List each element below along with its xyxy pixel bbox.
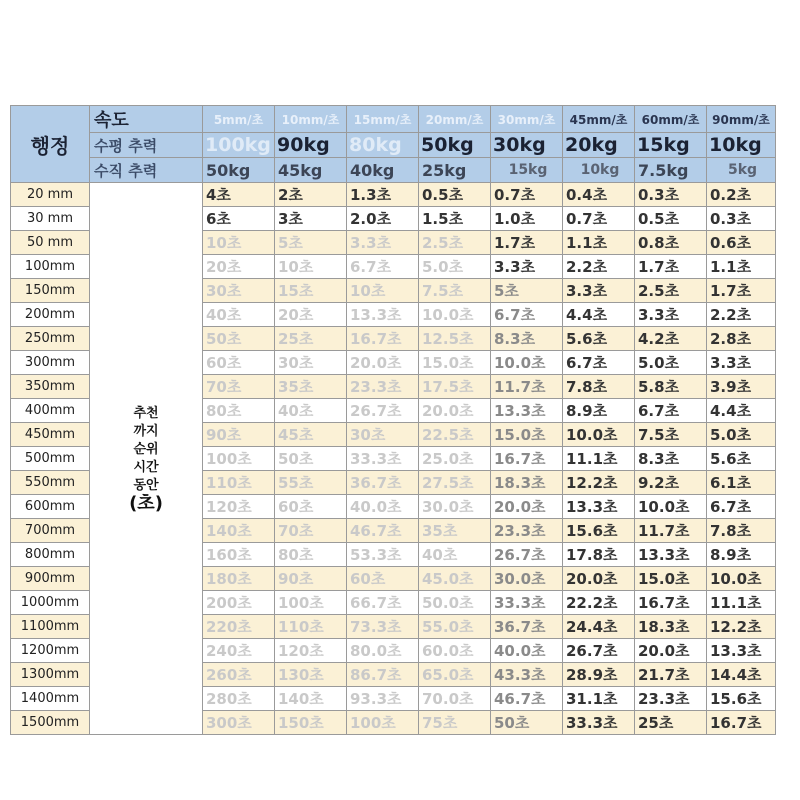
time-value-cell: 4.4초: [563, 303, 635, 327]
stroke-cell: 1300mm: [11, 663, 90, 687]
time-value-cell: 26.7초: [491, 543, 563, 567]
time-value-cell: 300초: [203, 711, 275, 735]
table-row: [11, 183, 776, 207]
time-value-cell: 150초: [275, 711, 347, 735]
time-value-cell: 80초: [275, 543, 347, 567]
time-value-cell: 55.0초: [419, 615, 491, 639]
time-value-cell: 55초: [275, 471, 347, 495]
time-value-cell: 30.0초: [491, 567, 563, 591]
time-label-line: 순위: [133, 441, 159, 457]
time-value-cell: 20.0초: [491, 495, 563, 519]
time-value-cell: 1.1초: [707, 255, 776, 279]
time-value-cell: 10.0초: [419, 303, 491, 327]
time-value-cell: 50초: [491, 711, 563, 735]
time-value-cell: 46.7초: [347, 519, 419, 543]
stroke-cell: 250mm: [11, 327, 90, 351]
vertical-thrust-header: 수직 추력: [90, 158, 203, 183]
time-value-cell: 16.7초: [491, 447, 563, 471]
time-value-cell: 10초: [203, 231, 275, 255]
time-value-cell: 16.7초: [347, 327, 419, 351]
time-value-cell: 0.4초: [563, 183, 635, 207]
time-value-cell: 120초: [275, 639, 347, 663]
time-value-cell: 10초: [347, 279, 419, 303]
time-value-cell: 7.5초: [635, 423, 707, 447]
time-value-cell: 20.0초: [635, 639, 707, 663]
stroke-header: 행정: [11, 106, 90, 183]
speed-cell: 45mm/초: [563, 106, 635, 133]
stroke-cell: 1000mm: [11, 591, 90, 615]
horizontal-thrust-cell: 20kg: [563, 133, 635, 158]
vertical-thrust-cell: 15kg: [491, 158, 563, 183]
time-value-cell: 140초: [203, 519, 275, 543]
time-value-cell: 2.8초: [707, 327, 776, 351]
stroke-cell: 600mm: [11, 495, 90, 519]
horizontal-thrust-cell: 10kg: [707, 133, 776, 158]
time-value-cell: 26.7초: [347, 399, 419, 423]
horizontal-thrust-cell: 80kg: [347, 133, 419, 158]
time-value-cell: 20.0초: [347, 351, 419, 375]
time-value-cell: 25초: [635, 711, 707, 735]
time-value-cell: 100초: [203, 447, 275, 471]
time-value-cell: 130초: [275, 663, 347, 687]
time-value-cell: 45초: [275, 423, 347, 447]
stroke-cell: 800mm: [11, 543, 90, 567]
time-value-cell: 8.3초: [491, 327, 563, 351]
time-value-cell: 50초: [203, 327, 275, 351]
time-value-cell: 1.5초: [419, 207, 491, 231]
stroke-cell: 1100mm: [11, 615, 90, 639]
time-value-cell: 0.7초: [563, 207, 635, 231]
horizontal-thrust-cell: 30kg: [491, 133, 563, 158]
time-value-cell: 46.7초: [491, 687, 563, 711]
time-value-cell: 10.0초: [491, 351, 563, 375]
time-value-cell: 0.7초: [491, 183, 563, 207]
time-value-cell: 2.5초: [635, 279, 707, 303]
time-value-cell: 30초: [347, 423, 419, 447]
speed-cell: 20mm/초: [419, 106, 491, 133]
speed-cell: 15mm/초: [347, 106, 419, 133]
stroke-cell: 350mm: [11, 375, 90, 399]
time-value-cell: 260초: [203, 663, 275, 687]
time-value-cell: 15.0초: [635, 567, 707, 591]
time-value-cell: 1.3초: [347, 183, 419, 207]
stroke-cell: 300mm: [11, 351, 90, 375]
time-value-cell: 3.3초: [491, 255, 563, 279]
time-value-cell: 90초: [203, 423, 275, 447]
time-value-cell: 22.5초: [419, 423, 491, 447]
time-value-cell: 40초: [203, 303, 275, 327]
time-value-cell: 200초: [203, 591, 275, 615]
time-value-cell: 86.7초: [347, 663, 419, 687]
time-value-cell: 53.3초: [347, 543, 419, 567]
speed-cell: 30mm/초: [491, 106, 563, 133]
time-value-cell: 8.9초: [563, 399, 635, 423]
time-value-cell: 35초: [419, 519, 491, 543]
time-value-cell: 20.0초: [563, 567, 635, 591]
horizontal-thrust-cell: 50kg: [419, 133, 491, 158]
time-value-cell: 3.3초: [635, 303, 707, 327]
time-value-cell: 13.3초: [347, 303, 419, 327]
horizontal-thrust-cell: 15kg: [635, 133, 707, 158]
time-value-cell: 60초: [347, 567, 419, 591]
time-value-cell: 70초: [275, 519, 347, 543]
time-value-cell: 93.3초: [347, 687, 419, 711]
time-value-cell: 30초: [203, 279, 275, 303]
stroke-cell: 200mm: [11, 303, 90, 327]
time-value-cell: 40초: [419, 543, 491, 567]
time-value-cell: 0.2초: [707, 183, 776, 207]
time-label-line: 시간: [133, 459, 159, 475]
time-value-cell: 1.7초: [635, 255, 707, 279]
time-value-cell: 15.0초: [491, 423, 563, 447]
time-value-cell: 65.0초: [419, 663, 491, 687]
time-value-cell: 5초: [491, 279, 563, 303]
time-label-line: 추천: [133, 405, 159, 421]
time-value-cell: 110초: [203, 471, 275, 495]
time-value-cell: 12.2초: [707, 615, 776, 639]
time-value-cell: 21.7초: [635, 663, 707, 687]
vertical-thrust-cell: 10kg: [563, 158, 635, 183]
time-value-cell: 35초: [275, 375, 347, 399]
stroke-cell: 900mm: [11, 567, 90, 591]
time-value-cell: 280초: [203, 687, 275, 711]
time-value-cell: 23.3초: [347, 375, 419, 399]
time-value-cell: 18.3초: [491, 471, 563, 495]
stroke-cell: 450mm: [11, 423, 90, 447]
time-value-cell: 1.0초: [491, 207, 563, 231]
time-value-cell: 120초: [203, 495, 275, 519]
time-value-cell: 13.3초: [563, 495, 635, 519]
time-value-cell: 140초: [275, 687, 347, 711]
time-value-cell: 24.4초: [563, 615, 635, 639]
time-value-cell: 11.7초: [491, 375, 563, 399]
time-value-cell: 5.0초: [419, 255, 491, 279]
speed-cell: 90mm/초: [707, 106, 776, 133]
time-value-cell: 25초: [275, 327, 347, 351]
stroke-cell: 30 mm: [11, 207, 90, 231]
stroke-time-table: [10, 105, 776, 735]
time-value-cell: 2초: [275, 183, 347, 207]
time-value-cell: 13.3초: [707, 639, 776, 663]
time-value-cell: 5.0초: [707, 423, 776, 447]
time-value-cell: 15초: [275, 279, 347, 303]
horizontal-thrust-cell: 100kg: [203, 133, 275, 158]
time-value-cell: 100초: [275, 591, 347, 615]
time-value-cell: 17.5초: [419, 375, 491, 399]
time-value-cell: 6초: [203, 207, 275, 231]
time-value-cell: 15.6초: [563, 519, 635, 543]
stroke-cell: 400mm: [11, 399, 90, 423]
time-value-cell: 15.6초: [707, 687, 776, 711]
time-value-cell: 5.0초: [635, 351, 707, 375]
stroke-cell: 500mm: [11, 447, 90, 471]
time-value-cell: 10.0초: [707, 567, 776, 591]
time-value-cell: 9.2초: [635, 471, 707, 495]
time-value-cell: 50초: [275, 447, 347, 471]
time-value-cell: 5초: [275, 231, 347, 255]
stroke-cell: 150mm: [11, 279, 90, 303]
time-value-cell: 23.3초: [491, 519, 563, 543]
speed-cell: 5mm/초: [203, 106, 275, 133]
time-value-cell: 8.9초: [707, 543, 776, 567]
time-value-cell: 40.0초: [347, 495, 419, 519]
stroke-cell: 1400mm: [11, 687, 90, 711]
time-value-cell: 73.3초: [347, 615, 419, 639]
time-value-cell: 0.3초: [635, 183, 707, 207]
time-value-cell: 11.7초: [635, 519, 707, 543]
time-value-cell: 3.9초: [707, 375, 776, 399]
stroke-cell: 700mm: [11, 519, 90, 543]
time-value-cell: 2.5초: [419, 231, 491, 255]
time-value-cell: 80초: [203, 399, 275, 423]
time-value-cell: 240초: [203, 639, 275, 663]
time-value-cell: 23.3초: [635, 687, 707, 711]
speed-header: 속도: [90, 106, 203, 133]
time-label-line: 까지: [133, 423, 159, 439]
time-value-cell: 60초: [203, 351, 275, 375]
time-value-cell: 16.7초: [635, 591, 707, 615]
time-value-cell: 11.1초: [563, 447, 635, 471]
time-value-cell: 50.0초: [419, 591, 491, 615]
time-value-cell: 33.3초: [563, 711, 635, 735]
time-value-cell: 3.3초: [563, 279, 635, 303]
time-value-cell: 30초: [275, 351, 347, 375]
time-value-cell: 0.3초: [707, 207, 776, 231]
time-value-cell: 43.3초: [491, 663, 563, 687]
time-value-cell: 160초: [203, 543, 275, 567]
time-value-cell: 40.0초: [491, 639, 563, 663]
stroke-cell: 1500mm: [11, 711, 90, 735]
time-label-line: 동안: [133, 477, 159, 493]
time-value-cell: 100초: [347, 711, 419, 735]
time-value-cell: 15.0초: [419, 351, 491, 375]
time-value-cell: 22.2초: [563, 591, 635, 615]
time-value-cell: 1.7초: [491, 231, 563, 255]
time-value-cell: 26.7초: [563, 639, 635, 663]
time-value-cell: 12.2초: [563, 471, 635, 495]
time-value-cell: 12.5초: [419, 327, 491, 351]
time-value-cell: 45.0초: [419, 567, 491, 591]
vertical-thrust-cell: 45kg: [275, 158, 347, 183]
time-value-cell: 20초: [275, 303, 347, 327]
time-value-cell: 10초: [275, 255, 347, 279]
vertical-thrust-cell: 40kg: [347, 158, 419, 183]
time-label: [90, 183, 203, 735]
time-value-cell: 66.7초: [347, 591, 419, 615]
time-value-cell: 90초: [275, 567, 347, 591]
time-value-cell: 20초: [203, 255, 275, 279]
time-value-cell: 0.6초: [707, 231, 776, 255]
time-value-cell: 13.3초: [491, 399, 563, 423]
time-value-cell: 110초: [275, 615, 347, 639]
time-value-cell: 28.9초: [563, 663, 635, 687]
time-value-cell: 14.4초: [707, 663, 776, 687]
horizontal-thrust-cell: 90kg: [275, 133, 347, 158]
time-value-cell: 30.0초: [419, 495, 491, 519]
time-value-cell: 18.3초: [635, 615, 707, 639]
time-value-cell: 0.5초: [419, 183, 491, 207]
time-value-cell: 6.7초: [491, 303, 563, 327]
time-value-cell: 16.7초: [707, 711, 776, 735]
time-value-cell: 220초: [203, 615, 275, 639]
time-value-cell: 6.1초: [707, 471, 776, 495]
time-value-cell: 6.7초: [635, 399, 707, 423]
time-value-cell: 25.0초: [419, 447, 491, 471]
time-value-cell: 7.8초: [707, 519, 776, 543]
time-value-cell: 4초: [203, 183, 275, 207]
vertical-thrust-cell: 25kg: [419, 158, 491, 183]
stroke-cell: 50 mm: [11, 231, 90, 255]
time-value-cell: 33.3초: [491, 591, 563, 615]
speed-cell: 60mm/초: [635, 106, 707, 133]
horizontal-thrust-header: 수평 추력: [90, 133, 203, 158]
time-value-cell: 20.0초: [419, 399, 491, 423]
time-value-cell: 36.7초: [347, 471, 419, 495]
time-value-cell: 180초: [203, 567, 275, 591]
time-value-cell: 10.0초: [635, 495, 707, 519]
vertical-thrust-cell: 50kg: [203, 158, 275, 183]
stroke-cell: 1200mm: [11, 639, 90, 663]
time-value-cell: 3.3초: [347, 231, 419, 255]
stroke-cell: 20 mm: [11, 183, 90, 207]
time-value-cell: 70.0초: [419, 687, 491, 711]
time-value-cell: 7.8초: [563, 375, 635, 399]
time-value-cell: 1.1초: [563, 231, 635, 255]
time-value-cell: 6.7초: [347, 255, 419, 279]
time-value-cell: 0.8초: [635, 231, 707, 255]
time-value-cell: 5.6초: [563, 327, 635, 351]
time-value-cell: 4.4초: [707, 399, 776, 423]
stroke-cell: 100mm: [11, 255, 90, 279]
time-value-cell: 3.3초: [707, 351, 776, 375]
time-value-cell: 36.7초: [491, 615, 563, 639]
time-value-cell: 4.2초: [635, 327, 707, 351]
time-value-cell: 27.5초: [419, 471, 491, 495]
time-value-cell: 60.0초: [419, 639, 491, 663]
time-value-cell: 40초: [275, 399, 347, 423]
vertical-thrust-cell: 7.5kg: [635, 158, 707, 183]
time-value-cell: 6.7초: [707, 495, 776, 519]
time-value-cell: 8.3초: [635, 447, 707, 471]
time-value-cell: 2.0초: [347, 207, 419, 231]
time-value-cell: 70초: [203, 375, 275, 399]
time-value-cell: 2.2초: [707, 303, 776, 327]
stroke-cell: 550mm: [11, 471, 90, 495]
speed-cell: 10mm/초: [275, 106, 347, 133]
time-value-cell: 5.8초: [635, 375, 707, 399]
time-value-cell: 0.5초: [635, 207, 707, 231]
time-value-cell: 3초: [275, 207, 347, 231]
time-value-cell: 80.0초: [347, 639, 419, 663]
time-value-cell: 75초: [419, 711, 491, 735]
time-label-line: (초): [129, 492, 163, 514]
time-value-cell: 11.1초: [707, 591, 776, 615]
time-value-cell: 60초: [275, 495, 347, 519]
time-value-cell: 33.3초: [347, 447, 419, 471]
time-value-cell: 13.3초: [635, 543, 707, 567]
time-value-cell: 10.0초: [563, 423, 635, 447]
time-value-cell: 6.7초: [563, 351, 635, 375]
vertical-thrust-cell: 5kg: [707, 158, 776, 183]
time-value-cell: 31.1초: [563, 687, 635, 711]
time-value-cell: 1.7초: [707, 279, 776, 303]
time-value-cell: 2.2초: [563, 255, 635, 279]
time-value-cell: 17.8초: [563, 543, 635, 567]
time-value-cell: 5.6초: [707, 447, 776, 471]
time-value-cell: 7.5초: [419, 279, 491, 303]
